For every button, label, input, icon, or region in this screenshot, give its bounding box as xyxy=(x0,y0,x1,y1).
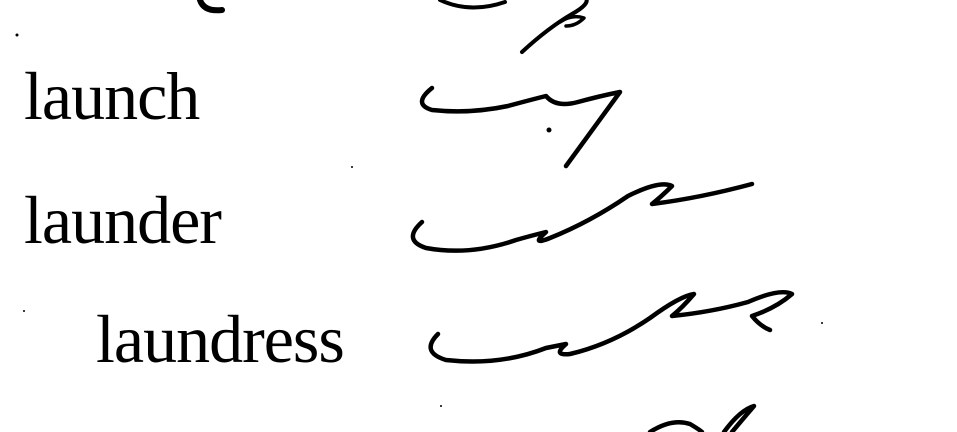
launch-outline xyxy=(422,88,620,166)
laundress-outline xyxy=(431,292,792,361)
word-launch: launch xyxy=(24,58,200,134)
partial-outline-bottom xyxy=(650,406,754,432)
paper-specks xyxy=(16,34,824,408)
launder-outline xyxy=(413,184,752,251)
word-laundress: laundress xyxy=(96,301,344,377)
partial-outline-top xyxy=(440,0,587,52)
word-launder: launder xyxy=(24,182,221,258)
partial-word-top-glyph xyxy=(200,0,222,10)
